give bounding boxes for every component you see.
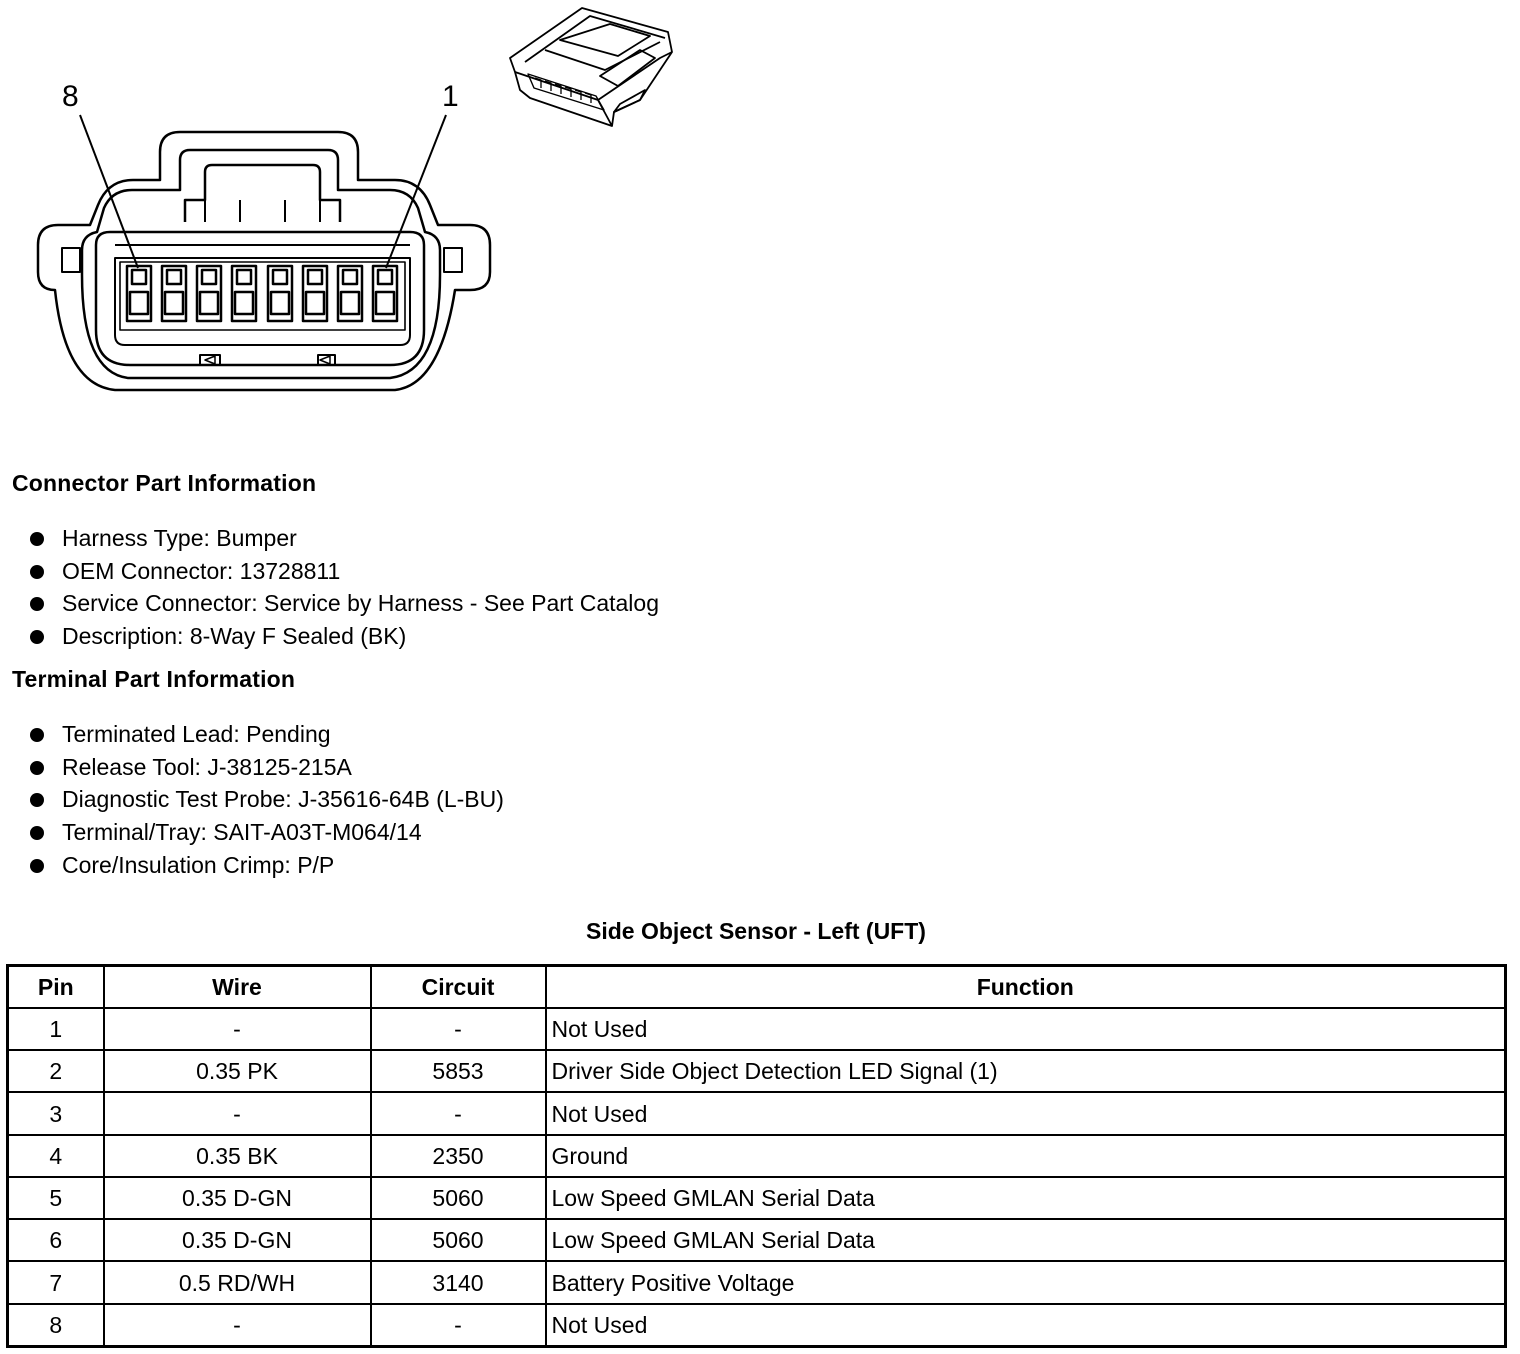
- list-item: Release Tool: J-38125-215A: [28, 751, 504, 784]
- function-cell: Low Speed GMLAN Serial Data: [546, 1177, 1506, 1219]
- circuit-cell: -: [371, 1304, 546, 1347]
- circuit-cell: 5060: [371, 1219, 546, 1261]
- list-item: Core/Insulation Crimp: P/P: [28, 849, 504, 882]
- list-item: Terminal/Tray: SAIT-A03T-M064/14: [28, 816, 504, 849]
- column-header-pin: Pin: [8, 966, 104, 1009]
- column-header-function: Function: [546, 966, 1506, 1009]
- function-cell: Ground: [546, 1135, 1506, 1177]
- bullet-icon: [30, 532, 44, 546]
- wire-cell: 0.35 BK: [104, 1135, 371, 1177]
- function-cell: Low Speed GMLAN Serial Data: [546, 1219, 1506, 1261]
- list-item: Diagnostic Test Probe: J-35616-64B (L-BU): [28, 783, 504, 816]
- wire-cell: 0.5 RD/WH: [104, 1261, 371, 1303]
- function-cell: Not Used: [546, 1304, 1506, 1347]
- terminal-cavity-7: [162, 266, 186, 321]
- terminal-cavity-1: [373, 266, 397, 321]
- circuit-cell: -: [371, 1008, 546, 1050]
- list-item: OEM Connector: 13728811: [28, 555, 659, 588]
- wire-cell: 0.35 D-GN: [104, 1177, 371, 1219]
- table-row: [8, 1219, 1506, 1261]
- connector-info-heading: Connector Part Information: [12, 470, 317, 496]
- bullet-icon: [30, 565, 44, 579]
- terminal-cavity-4: [268, 266, 292, 321]
- connector-housing-outline: [38, 132, 490, 390]
- list-item: Description: 8-Way F Sealed (BK): [28, 620, 659, 653]
- table-row: [8, 1304, 1506, 1347]
- callout-line-8: [80, 115, 138, 268]
- function-cell: Not Used: [546, 1092, 1506, 1134]
- wire-cell: 0.35 PK: [104, 1050, 371, 1092]
- terminal-info-heading: Terminal Part Information: [12, 666, 296, 692]
- connector-isometric-view: [510, 8, 672, 126]
- pin-cell: 7: [8, 1261, 104, 1303]
- table-row: [8, 1135, 1506, 1177]
- table-row: [8, 1092, 1506, 1134]
- table-header-row: [8, 966, 1506, 1009]
- terminal-cavity-5: [232, 266, 256, 321]
- circuit-cell: 3140: [371, 1261, 546, 1303]
- bullet-icon: [30, 761, 44, 775]
- circuit-cell: 2350: [371, 1135, 546, 1177]
- terminal-cavity-6: [197, 266, 221, 321]
- table-row: [8, 1261, 1506, 1303]
- bullet-icon: [30, 728, 44, 742]
- pin-cell: 4: [8, 1135, 104, 1177]
- wire-cell: -: [104, 1092, 371, 1134]
- connector-diagram: [0, 0, 700, 430]
- circuit-cell: 5060: [371, 1177, 546, 1219]
- pin-callout-1: 1: [442, 80, 459, 113]
- connector-latch: [185, 165, 340, 222]
- wire-cell: -: [104, 1304, 371, 1347]
- pin-cell: 5: [8, 1177, 104, 1219]
- table-row: [8, 1177, 1506, 1219]
- wire-cell: 0.35 D-GN: [104, 1219, 371, 1261]
- pin-cell: 8: [8, 1304, 104, 1347]
- pin-cell: 6: [8, 1219, 104, 1261]
- pinout-table-title: Side Object Sensor - Left (UFT): [586, 918, 926, 944]
- pin-cell: 3: [8, 1092, 104, 1134]
- wire-cell: -: [104, 1008, 371, 1050]
- table-row: [8, 1008, 1506, 1050]
- pinout-table: [6, 964, 1507, 1348]
- function-cell: Not Used: [546, 1008, 1506, 1050]
- function-cell: Driver Side Object Detection LED Signal (1): [546, 1050, 1506, 1092]
- pin-cell: 1: [8, 1008, 104, 1050]
- bullet-icon: [30, 826, 44, 840]
- terminal-cavity-8: [127, 266, 151, 321]
- list-item: Harness Type: Bumper: [28, 522, 659, 555]
- bullet-icon: [30, 793, 44, 807]
- bullet-icon: [30, 597, 44, 611]
- bullet-icon: [30, 859, 44, 873]
- table-row: [8, 1050, 1506, 1092]
- circuit-cell: -: [371, 1092, 546, 1134]
- list-item: Service Connector: Service by Harness - See Part Catalog: [28, 587, 659, 620]
- terminal-info-list: [28, 718, 504, 881]
- circuit-cell: 5853: [371, 1050, 546, 1092]
- column-header-circuit: Circuit: [371, 966, 546, 1009]
- pin-cell: 2: [8, 1050, 104, 1092]
- bullet-icon: [30, 630, 44, 644]
- terminal-cavity-3: [303, 266, 327, 321]
- column-header-wire: Wire: [104, 966, 371, 1009]
- pin-callout-8: 8: [62, 80, 79, 113]
- terminal-cavity-2: [338, 266, 362, 321]
- list-item: Terminated Lead: Pending: [28, 718, 504, 751]
- connector-info-list: [28, 522, 659, 653]
- function-cell: Battery Positive Voltage: [546, 1261, 1506, 1303]
